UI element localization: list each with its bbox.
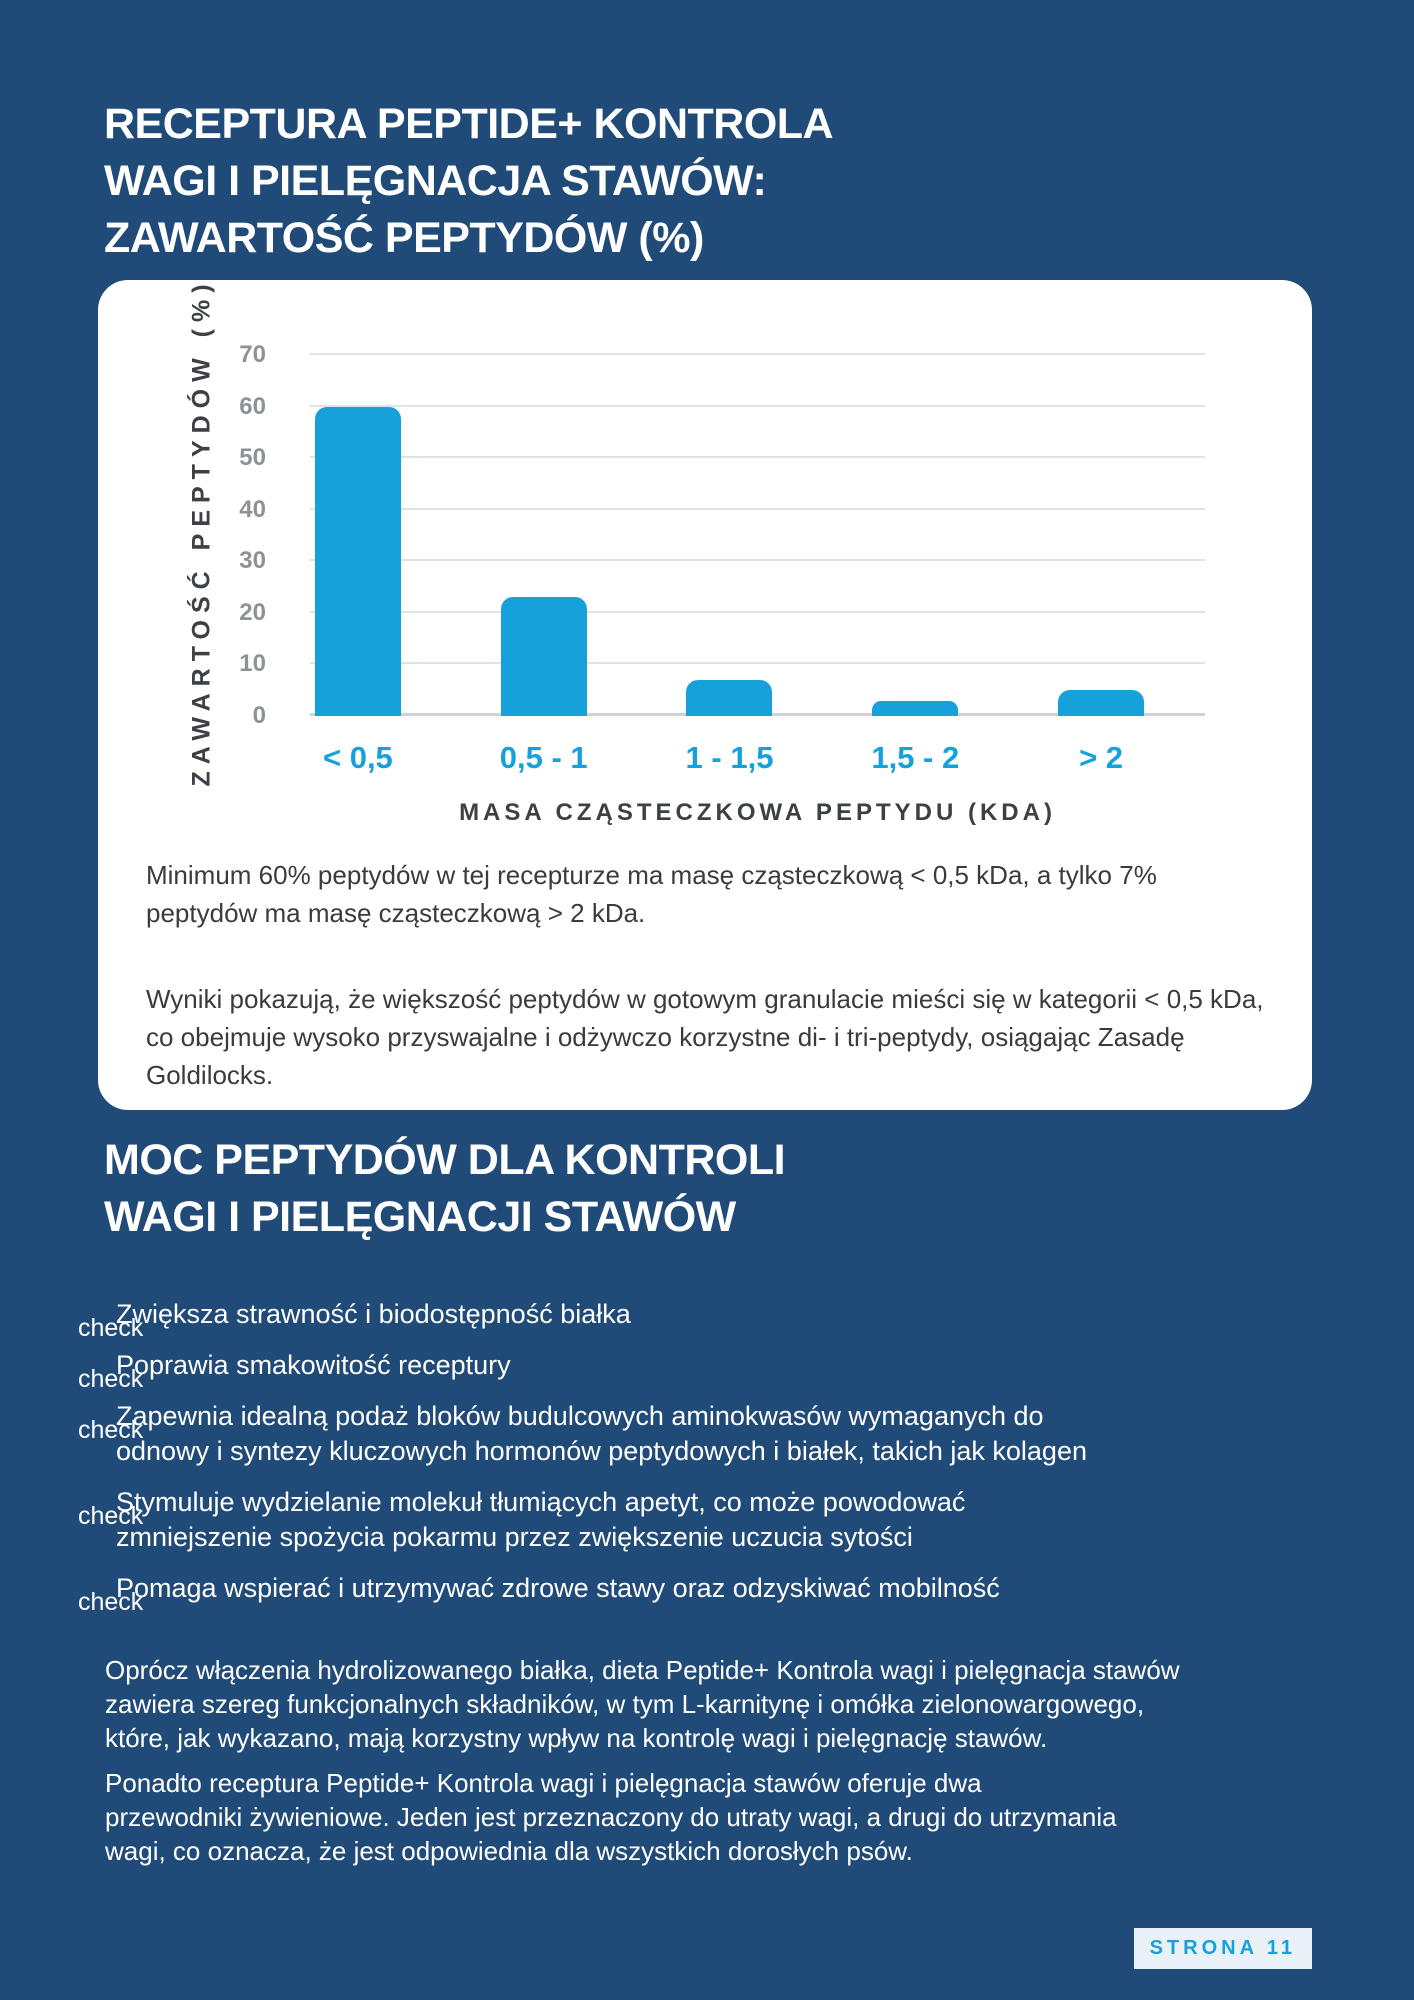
text-line: Pomaga wspierać i utrzymywać zdrowe stawy oraz odzyskiwać mobilność — [116, 1573, 1000, 1603]
x-category-labels — [265, 740, 1194, 776]
page-title — [104, 96, 833, 267]
x-category-label: > 2 — [1079, 740, 1124, 775]
text-line: MOC PEPTYDÓW DLA KONTROLI — [104, 1136, 786, 1184]
bar-track — [265, 355, 1194, 716]
benefit-item — [78, 1399, 1355, 1469]
footer-paragraph-1 — [105, 1653, 1180, 1755]
y-tick-label: 50 — [239, 444, 266, 472]
bar-cell — [637, 355, 823, 716]
bar-chart-plot-area — [239, 341, 1205, 729]
y-axis-title: ZAWARTOŚĆ PEPTYDÓW (%) — [187, 277, 216, 787]
text-line: WAGI I PIELĘGNACJI STAWÓW — [104, 1193, 736, 1241]
text-line: Minimum 60% peptydów w tej recepturze ma masę cząsteczkową < 0,5 kDa, a tylko 7% — [146, 860, 1157, 890]
check-icon: check — [78, 1416, 144, 1444]
bar-cell — [1008, 355, 1194, 716]
x-category-label: 1,5 - 2 — [871, 740, 960, 775]
text-line: które, jak wykazano, mają korzystny wpływ na kontrolę wagi i pielęgnację stawów. — [105, 1723, 1048, 1753]
bar-1 - 1,5 — [686, 680, 772, 716]
benefits-list — [78, 1297, 1355, 1622]
benefit-item — [78, 1485, 1355, 1555]
bar-0,5 - 1 — [501, 597, 587, 716]
text-line: peptydów ma masę cząsteczkową > 2 kDa. — [146, 898, 646, 928]
benefit-item — [78, 1571, 1355, 1616]
x-axis-title: MASA CZĄSTECZKOWA PEPTYDU (KDA) — [459, 799, 1056, 826]
y-tick-label: 30 — [239, 547, 266, 575]
y-tick-label: 60 — [239, 392, 266, 420]
x-category-label: 1 - 1,5 — [685, 740, 774, 775]
check-icon: check — [78, 1314, 144, 1342]
bar-cell — [451, 355, 637, 716]
text-line: ZAWARTOŚĆ PEPTYDÓW (%) — [104, 214, 704, 262]
bar-cell — [265, 355, 451, 716]
benefit-item — [78, 1348, 1355, 1393]
text-line: co obejmuje wysoko przyswajalne i odżywczo korzystne di- i tri-peptydy, osiągając Zasadę — [146, 1022, 1185, 1052]
text-line: Goldilocks. — [146, 1060, 274, 1090]
text-line: odnowy i syntezy kluczowych hormonów peptydowych i białek, takich jak kolagen — [116, 1436, 1087, 1466]
chart-caption-primary — [146, 856, 1286, 932]
bar-> 2 — [1058, 690, 1144, 716]
text-line: RECEPTURA PEPTIDE+ KONTROLA — [104, 100, 834, 148]
x-category-label: 0,5 - 1 — [499, 740, 588, 775]
text-line: zawiera szereg funkcjonalnych składników, w tym L-karnitynę i omółka zielonowargowego, — [105, 1689, 1145, 1719]
y-tick-label: 70 — [239, 341, 266, 368]
text-line: zmniejszenie spożycia pokarmu przez zwiększenie uczucia sytości — [116, 1522, 913, 1552]
check-icon: check — [78, 1365, 144, 1393]
text-line: Oprócz włączenia hydrolizowanego białka, dieta Peptide+ Kontrola wagi i pielęgnacja stawów — [105, 1655, 1180, 1685]
text-line: Zapewnia idealną podaż bloków budulcowych aminokwasów wymaganych do — [116, 1401, 1044, 1431]
benefit-item — [78, 1297, 1355, 1342]
y-tick-label: 40 — [239, 495, 266, 523]
chart-card — [98, 277, 1312, 1110]
text-line: Zwiększa strawność i biodostępność białka — [116, 1299, 631, 1329]
text-line: Wyniki pokazują, że większość peptydów w gotowym granulacie mieści się w kategorii < 0,5 kDa, — [146, 984, 1264, 1014]
check-icon: check — [78, 1588, 144, 1616]
text-line: przewodniki żywieniowe. Jeden jest przeznaczony do utraty wagi, a drugi do utrzymania — [105, 1802, 1117, 1832]
text-line: WAGI I PIELĘGNACJA STAWÓW: — [104, 157, 767, 205]
y-tick-label: 0 — [252, 702, 266, 729]
y-tick-label: 20 — [239, 598, 266, 626]
x-category-label: < 0,5 — [322, 740, 393, 775]
page-number-badge: STRONA 11 — [1134, 1928, 1312, 1969]
chart-caption-secondary — [146, 980, 1286, 1094]
check-icon: check — [78, 1502, 144, 1530]
footer-paragraph-2 — [105, 1766, 1117, 1868]
text-line: Poprawia smakowitość receptury — [116, 1350, 511, 1380]
bar-< 0,5 — [315, 407, 401, 716]
text-line: Stymuluje wydzielanie molekuł tłumiących apetyt, co może powodować — [116, 1487, 966, 1517]
text-line: wagi, co oznacza, że jest odpowiednia dla wszystkich dorosłych psów. — [105, 1836, 913, 1866]
text-line: Ponadto receptura Peptide+ Kontrola wagi i pielęgnacja stawów oferuje dwa — [105, 1768, 982, 1798]
bar-cell — [822, 355, 1008, 716]
y-tick-label: 10 — [239, 650, 266, 678]
bar-1,5 - 2 — [872, 701, 958, 716]
section-title — [104, 1132, 785, 1246]
